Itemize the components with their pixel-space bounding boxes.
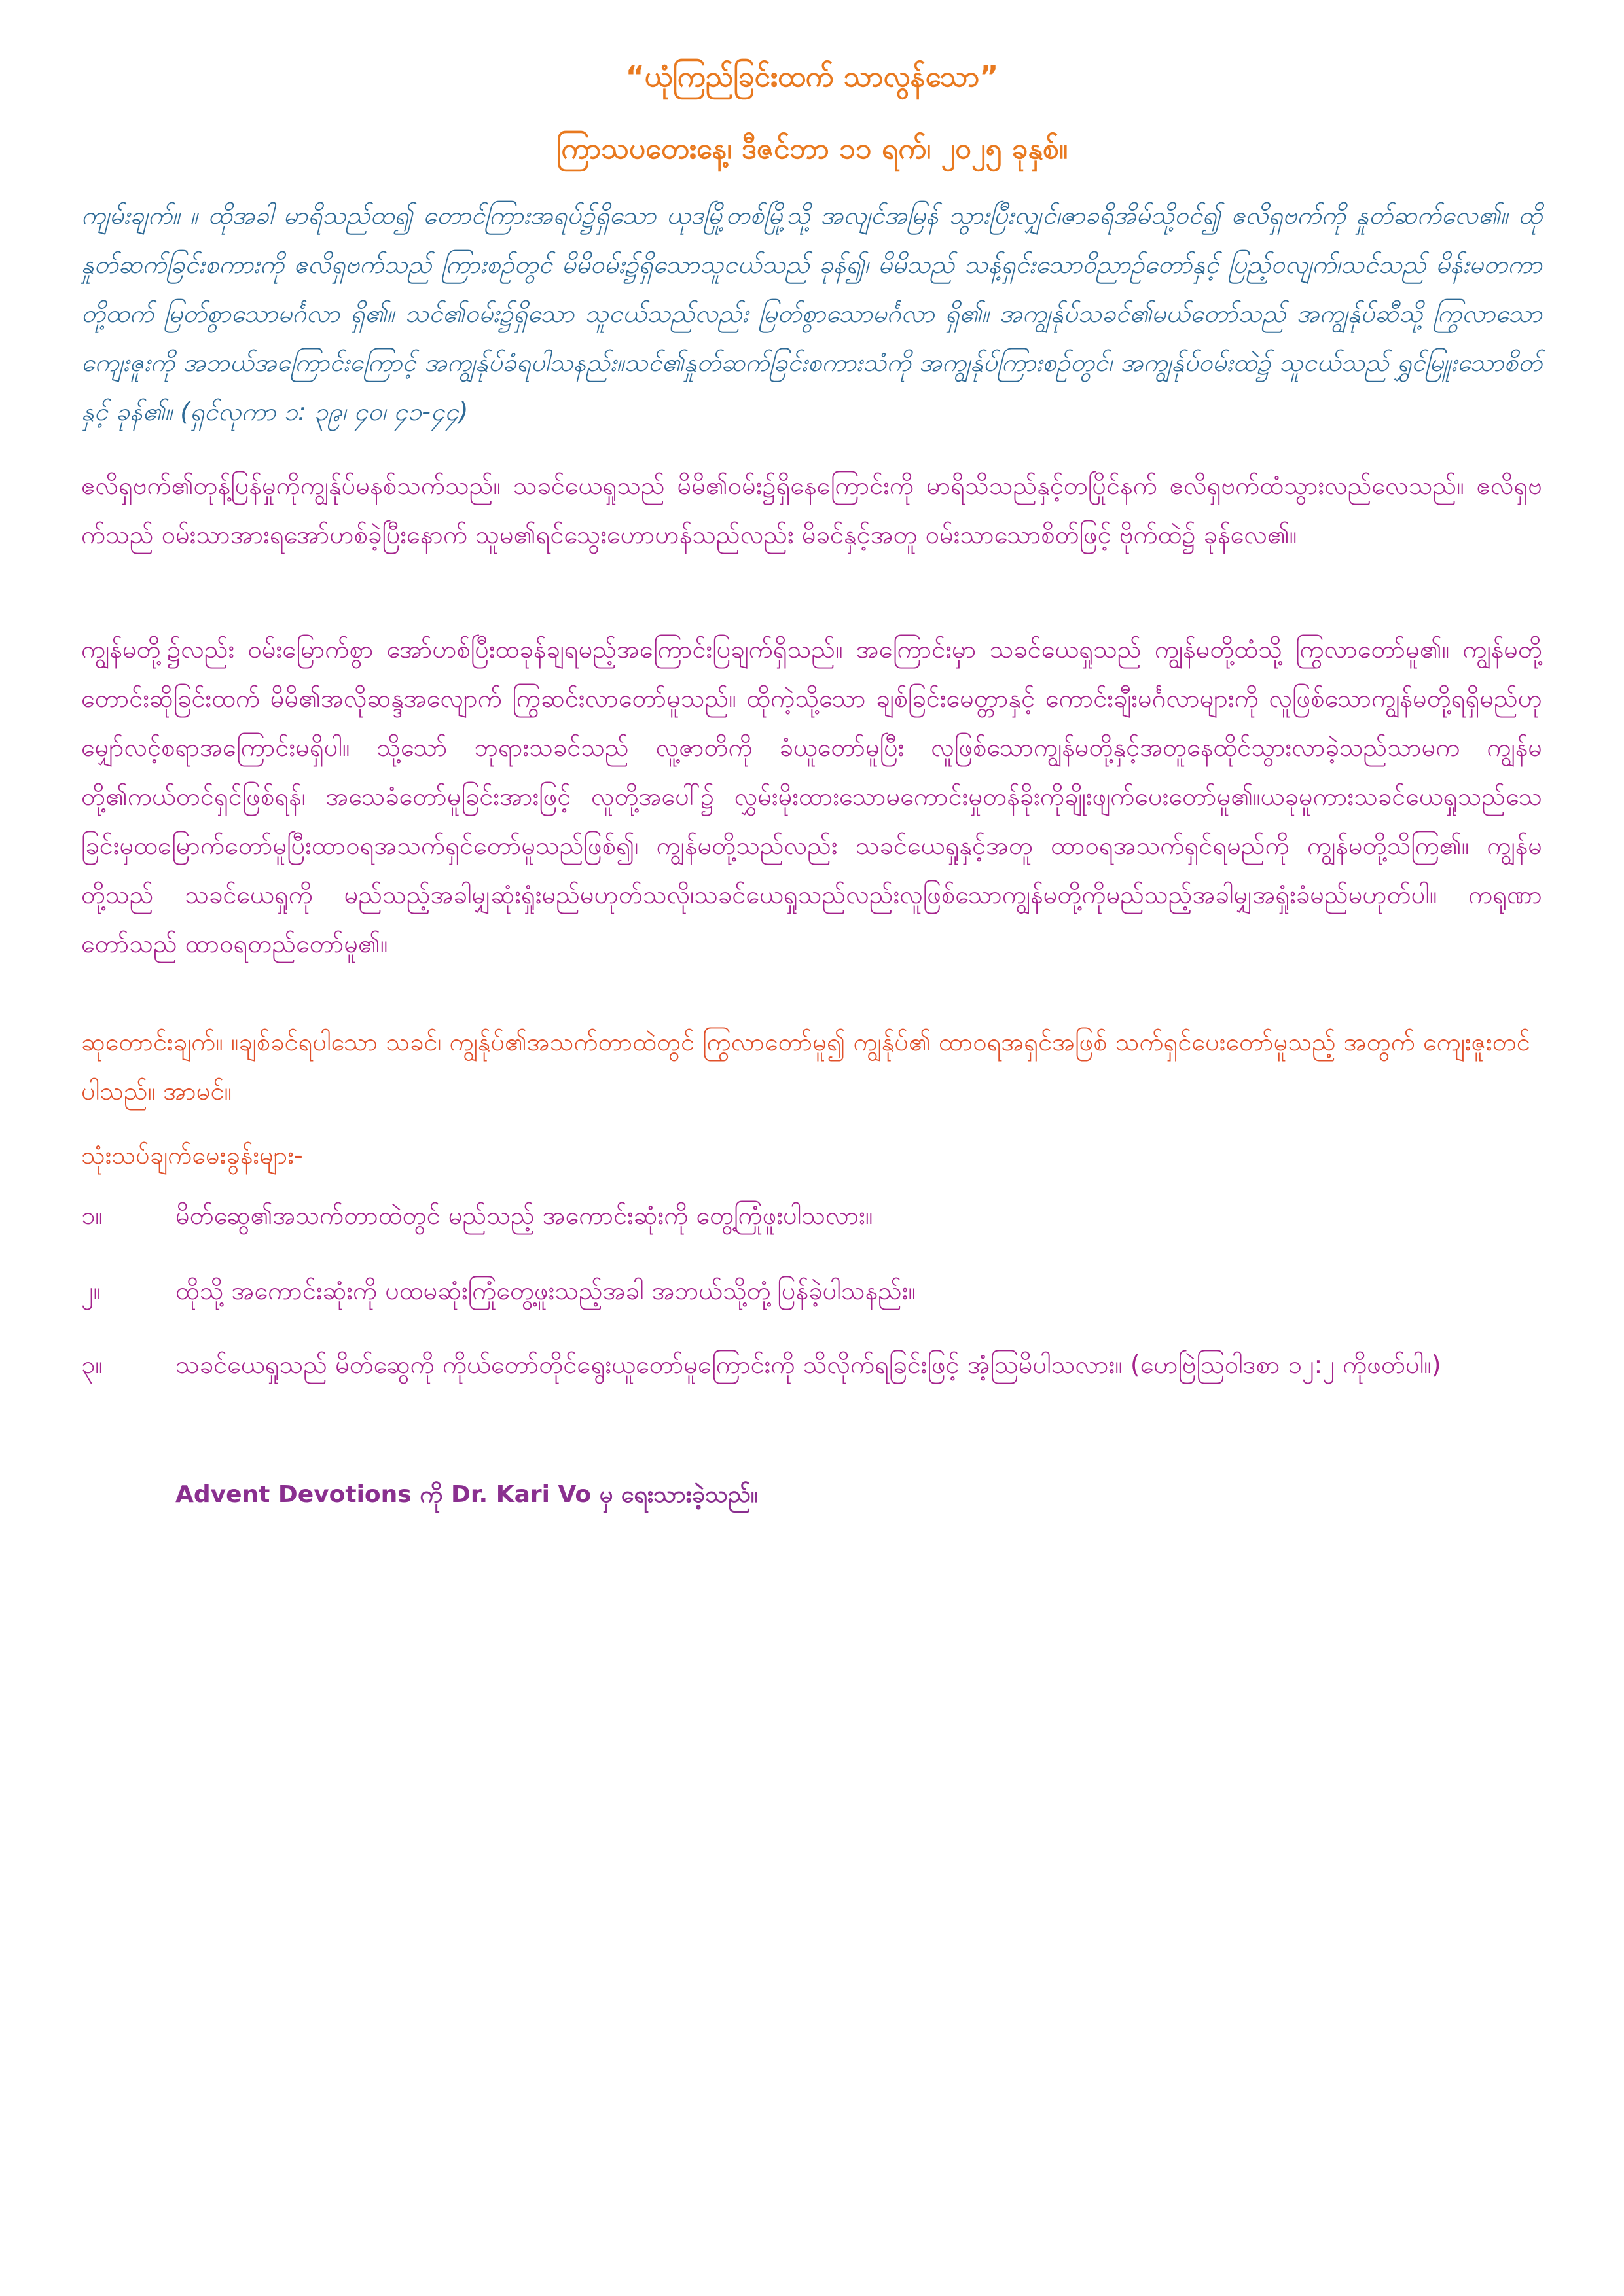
author-credit: Advent Devotions ကို Dr. Kari Vo မှ ရေးသားခဲ့သည်။ (175, 1481, 758, 1508)
question-text: ထိုသို့ အကောင်းဆုံးကို ပထမဆုံးကြုံတွေ့ဖူးသည့်အခါ အဘယ်သို့တုံ့ပြန်ခဲ့ပါသနည်း။ (175, 1276, 916, 1305)
question-text: မိတ်ဆွေ၏အသက်တာထဲတွင် မည်သည့် အကောင်းဆုံးကို တွေ့ကြုံဖူးပါသလား။ (175, 1201, 873, 1230)
prayer: ဆုတောင်းချက်။ ။ချစ်ခင်ရပါသော သခင်၊ ကျွန်ုပ်၏အသက်တာထဲတွင် ကြွလာတော်မူ၍ ကျွန်ုပ်၏ ထာဝရအရှင်အဖြစ် သက်ရှင်ပေးတော်မူသည့် အတွက် ကျေးဇူးတင်ပါသည်။ အာမင်။ (81, 1028, 1530, 1105)
question-number: ၂။ (81, 1276, 101, 1305)
question-item (81, 1340, 1542, 1390)
question-item (81, 1266, 1542, 1316)
page-title: “ယုံကြည်ခြင်းထက် သာလွန်သော” (625, 60, 999, 94)
question-number: ၁။ (81, 1201, 103, 1230)
questions-heading: သုံးသပ်ချက်မေးခွန်းများ- (81, 1141, 303, 1170)
page-date: ကြာသပတေးနေ့၊ ဒီဇင်ဘာ ၁၁ ရက်၊ ၂၀၂၅ ခုနှစ်။ (556, 132, 1068, 166)
question-text: သခင်ယေရှုသည် မိတ်ဆွေကို ကိုယ်တော်တိုင်ရွေးယူတော်မူကြောင်းကို သိလိုက်ရခြင်းဖြင့် အံ့သြမိပါသလား။ (ဟေဗြဲသြဝါဒစာ ၁၂:၂ ကိုဖတ်ပါ။) (175, 1350, 1441, 1379)
scripture-passage: ကျမ်းချက်။ ။ ထိုအခါ မာရိသည်ထ၍ တောင်ကြားအရပ်၌ရှိသော ယုဒမြို့တစ်မြို့သို့ အလျင်အမြန် သွားပြီးလျှင်၊ဇာခရိအိမ်သို့ဝင်၍ ဧလိရှဗက်ကို နှုတ်ဆက်လေ၏။ ထိုနှုတ်ဆက်ခြင်းစကားကို ဧလိရှဗက်သည် ကြားစဉ်တွင် မိမိဝမ်း၌ရှိသောသူငယ်သည် ခုန်၍၊ မိမိသည် သန့်ရှင်းသောဝိညာဉ်တော်နှင့် ပြည့်ဝလျက်၊သင်သည် မိန်းမတကာတို့ထက် မြတ်စွာသောမင်္ဂလာ ရှိ၏။ သင်၏ဝမ်း၌ရှိသော သူငယ်သည်လည်း မြတ်စွာသောမင်္ဂလာ ရှိ၏။ အကျွန်ုပ်သခင်၏မယ်တော်သည် အကျွန်ုပ်ဆီသို့ ကြွလာသောကျေးဇူးကို အဘယ်အကြောင်းကြောင့် အကျွန်ုပ်ခံရပါသနည်း။သင်၏နှုတ်ဆက်ခြင်းစကားသံကို အကျွန်ုပ်ကြားစဉ်တွင်၊ အကျွန်ုပ်ဝမ်းထဲ၌ သူငယ်သည် ရွှင်မြူးသောစိတ်နှင့် ခုန်၏။ (ရှင်လုကာ ၁: ၃၉၊ ၄၀၊ ၄၁-၄၄) (81, 201, 1542, 426)
question-number: ၃။ (81, 1350, 103, 1379)
reflection-paragraph-1: ဧလိရှဗက်၏တုန့်ပြန်မှုကိုကျွန်ုပ်မနစ်သက်သည်။ သခင်ယေရှုသည် မိမိ၏ဝမ်း၌ရှိနေကြောင်းကို မာရိသိသည်နှင့်တပြိုင်နက် ဧလိရှဗက်ထံသွားလည်လေသည်။ ဧလိရှဗက်သည် ဝမ်းသာအားရအော်ဟစ်ခဲ့ပြီးနောက် သူမ၏ရင်သွေးဟောဟန်သည်လည်း မိခင်နှင့်အတူ ဝမ်းသာသောစိတ်ဖြင့် ဗိုက်ထဲ၌ ခုန်လေ၏။ (81, 471, 1542, 549)
reflection-paragraph-2: ကျွန်မတို့၌လည်း ဝမ်းမြောက်စွာ အော်ဟစ်ပြီးထခုန်ချရမည့်အကြောင်းပြချက်ရှိသည်။ အကြောင်းမှာ သခင်ယေရှုသည် ကျွန်မတို့ထံသို့ ကြွလာတော်မူ၏။ ကျွန်မတို့ တောင်းဆိုခြင်းထက် မိမိ၏အလိုဆန္ဒအလျောက် ကြွဆင်းလာတော်မူသည်။ ထိုကဲ့သို့သော ချစ်ခြင်းမေတ္တာနှင့် ကောင်းချီးမင်္ဂလာများကို လူဖြစ်သောကျွန်မတို့ရရှိမည်ဟု မျှော်လင့်စရာအကြောင်းမရှိပါ။ သို့သော် ဘုရားသခင်သည် လူ့ဇာတိကို ခံယူတော်မူပြီး လူဖြစ်သောကျွန်မတို့နှင့်အတူနေထိုင်သွားလာခဲ့သည်သာမက ကျွန်မတို့၏ကယ်တင်ရှင်ဖြစ်ရန်၊ အသေခံတော်မူခြင်းအားဖြင့် လူတို့အပေါ်၌ လွှမ်းမိုးထားသောမကောင်းမှုတန်ခိုးကိုချိုးဖျက်ပေးတော်မူ၏။ယခုမူကားသခင်ယေရှုသည်သေခြင်းမှထမြောက်တော်မူပြီးထာဝရအသက်ရှင်တော်မူသည်ဖြစ်၍၊ ကျွန်မတို့သည်လည်း သခင်ယေရှုနှင့်အတူ ထာဝရအသက်ရှင်ရမည်ကို ကျွန်မတို့သိကြ၏။ ကျွန်မတို့သည် သခင်ယေရှုကို မည်သည့်အခါမျှဆုံးရှုံးမည်မဟုတ်သလို၊သခင်ယေရှုသည်လည်းလူဖြစ်သောကျွန်မတို့ကိုမည်သည့်အခါမျှအရှုံးခံမည်မဟုတ်ပါ။ ကရုဏာတော်သည် ထာဝရတည်တော်မူ၏။ (81, 635, 1542, 958)
question-item (81, 1191, 1542, 1240)
